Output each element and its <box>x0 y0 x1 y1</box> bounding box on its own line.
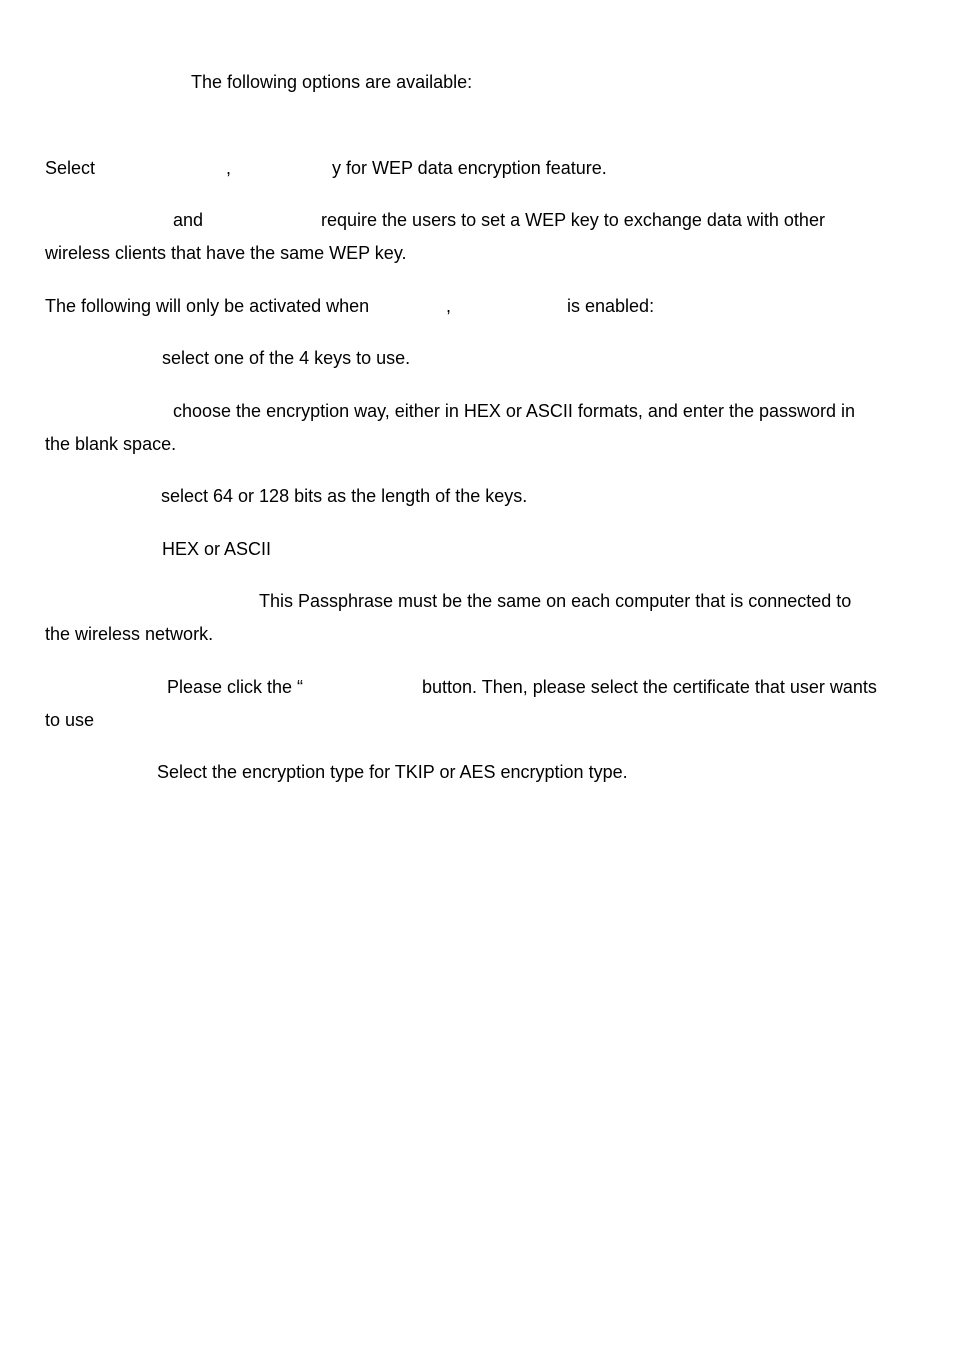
certificate-text-rest: button. Then, please select the certificate that user wants <box>422 677 877 697</box>
key-select-text: select one of the 4 keys to use. <box>162 348 411 368</box>
encryption-way-text: choose the encryption way, either in HEX or ASCII formats, and enter the password in <box>173 401 856 421</box>
intro-text: The following options are available: <box>191 72 473 92</box>
encryption-type-text: Select the encryption type for TKIP or AES encryption type. <box>157 762 628 782</box>
encryption-way-text-continued: the blank space. <box>45 434 177 454</box>
certificate-text-start: Please click the “ <box>167 677 304 697</box>
passphrase-text: This Passphrase must be the same on each computer that is connected to <box>259 591 852 611</box>
select-text-comma: , <box>226 158 232 178</box>
require-text-and: and <box>173 210 204 230</box>
select-text-start: Select <box>45 158 96 178</box>
activated-text-comma: , <box>446 296 452 316</box>
key-length-text: select 64 or 128 bits as the length of the keys. <box>161 486 528 506</box>
passphrase-text-continued: the wireless network. <box>45 624 214 644</box>
hex-ascii-text: HEX or ASCII <box>162 539 272 559</box>
require-text-continued: wireless clients that have the same WEP key. <box>45 243 407 263</box>
require-text-rest: require the users to set a WEP key to exchange data with other <box>321 210 825 230</box>
certificate-text-continued: to use <box>45 710 95 730</box>
activated-text-end: is enabled: <box>567 296 655 316</box>
activated-text-start: The following will only be activated when <box>45 296 370 316</box>
select-text-end: y for WEP data encryption feature. <box>332 158 607 178</box>
